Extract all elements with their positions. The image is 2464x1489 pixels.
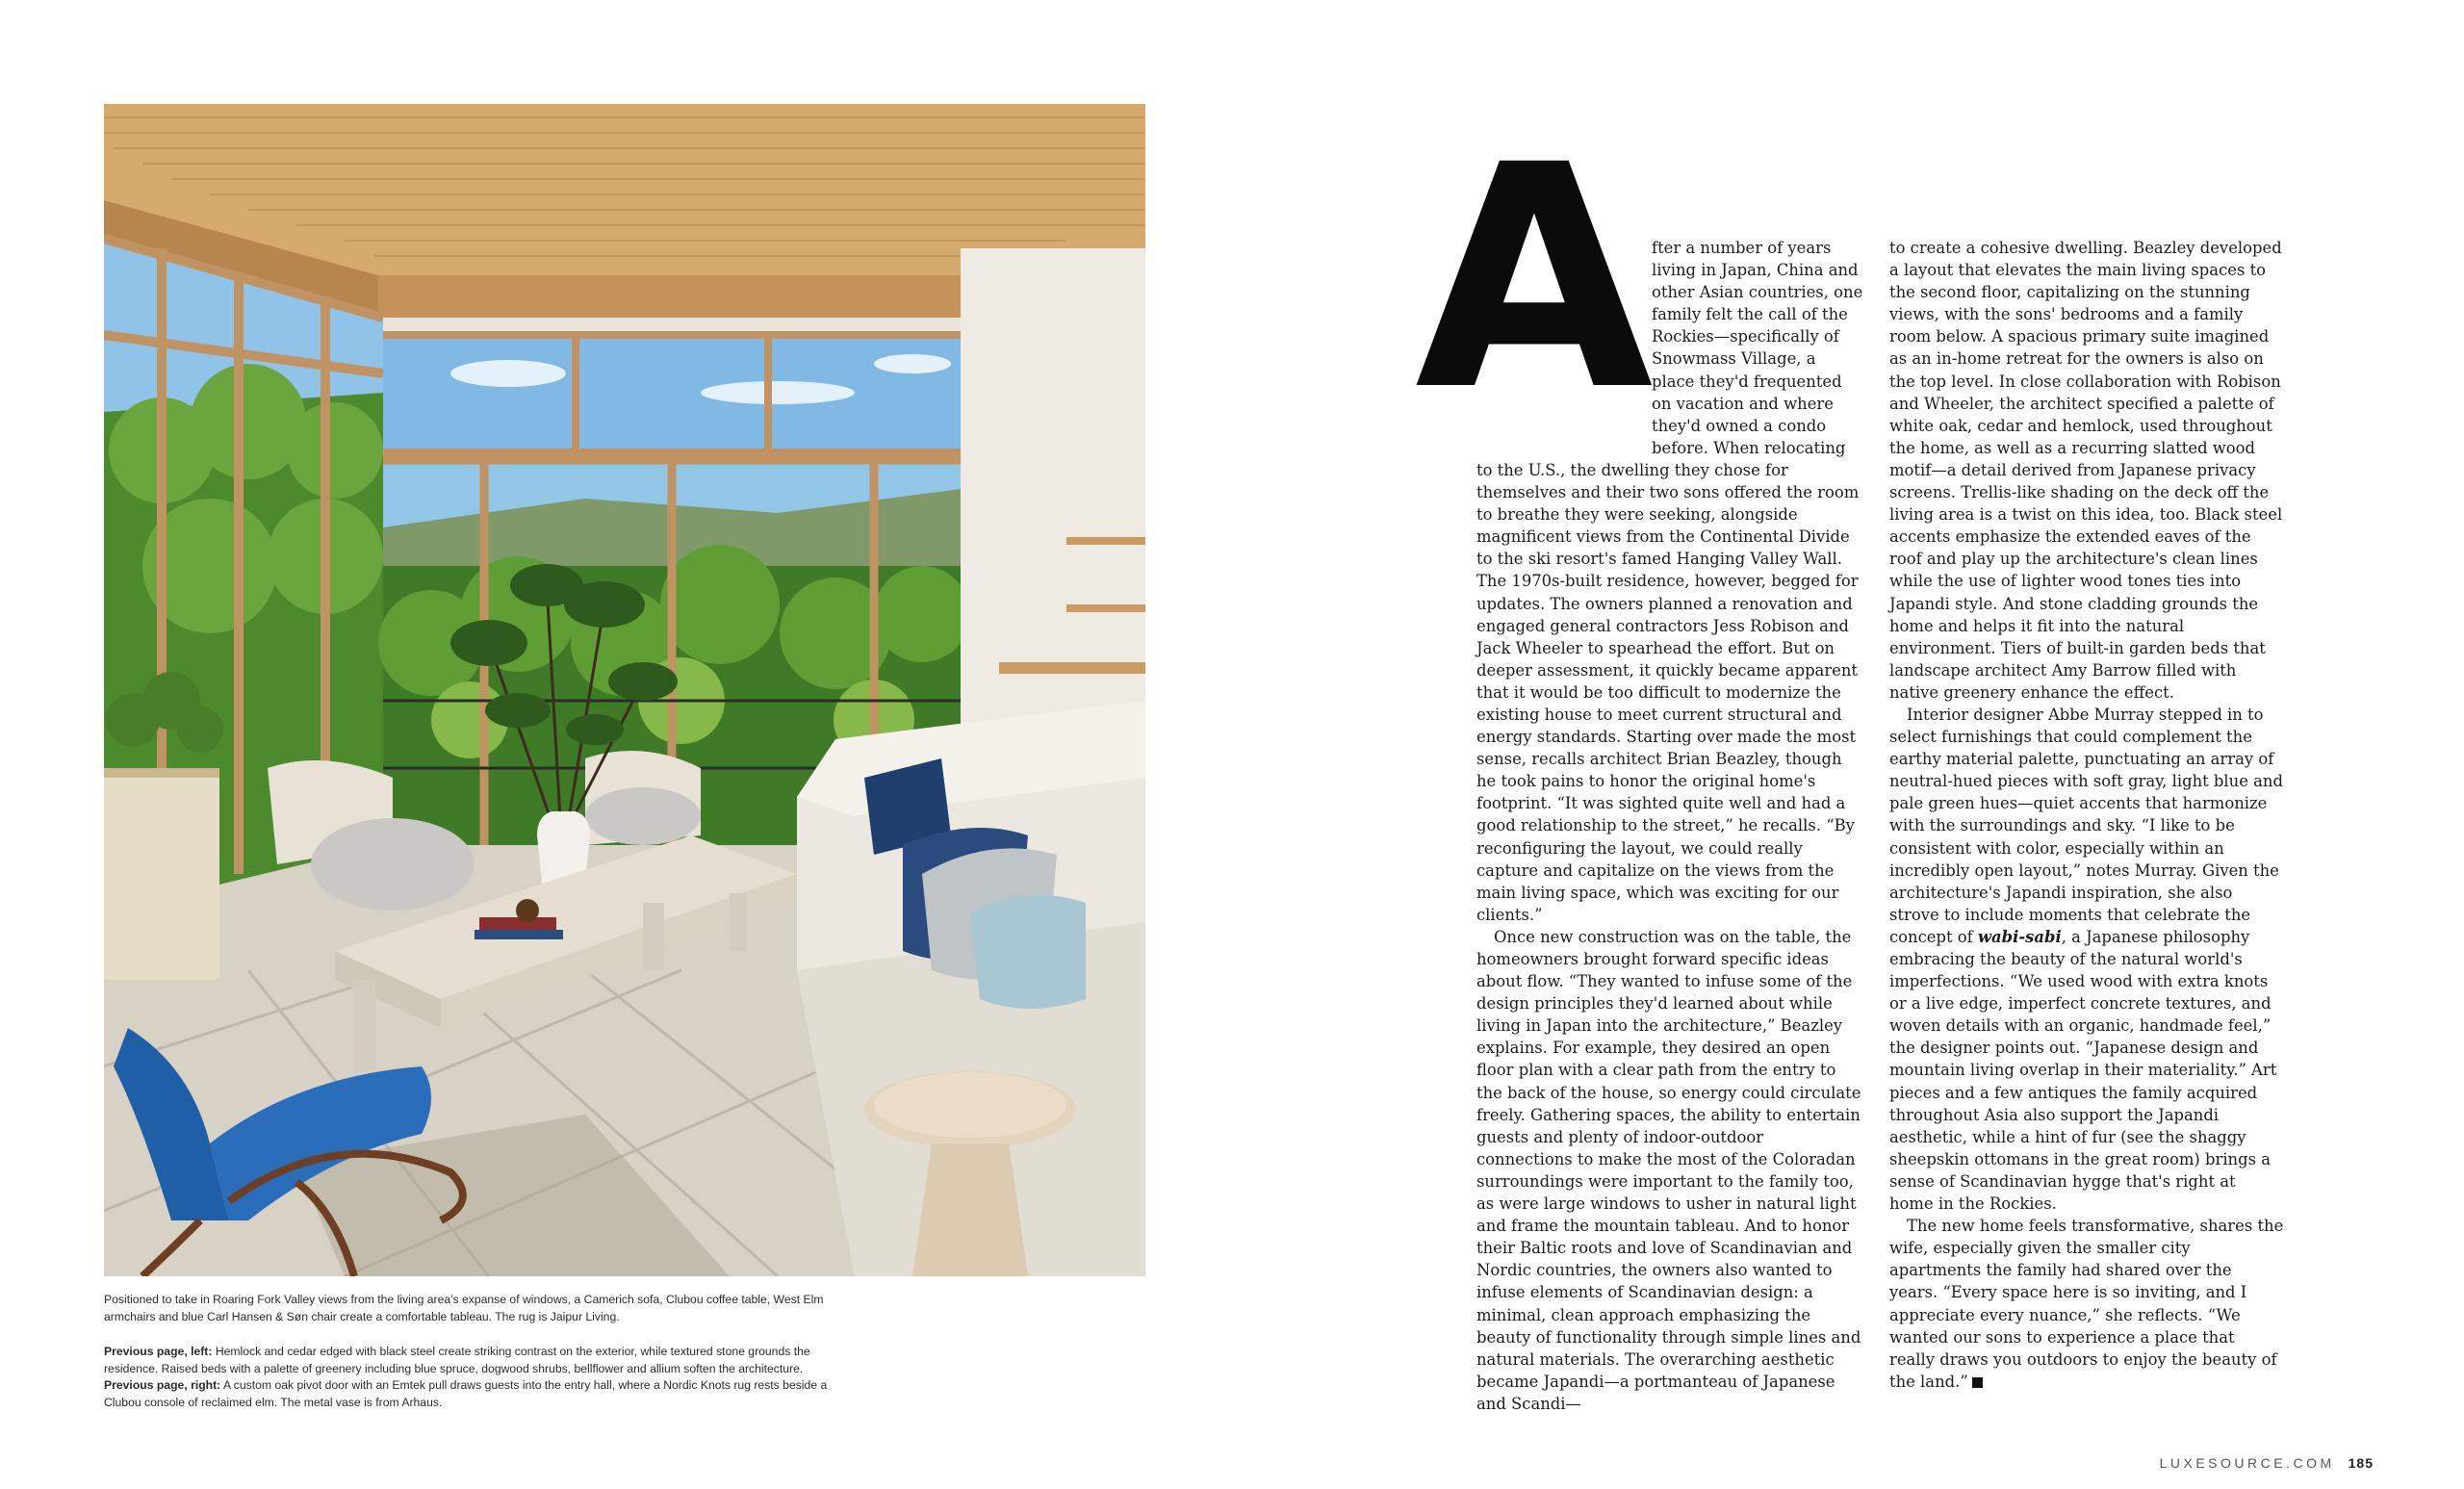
paragraph: to create a cohesive dwelling. Beazley developed a layout that elevates the main living spaces to the second floor, capitalizing on the stunning views, with the sons' bedrooms and a family room below. A spacious primary suite imagined as an in-home retreat for the owners is also on the top level. In close collaboration with Robison and Wheeler, the architect specified a palette of white oak, cedar and hemlock, used throughout the home, as well as a recurring slatted wood motif—a detail derived from Japanese privacy screens. Trellis-like shading on the deck off the living area is a twist on this idea, too. Black steel accents emphasize the extended eaves of the roof and play up the architecture's clean lines while the use of lighter wood tones ties into Japandi style. And stone cladding grounds the home and helps it fit into the natural environment. Tiers of built-in garden beds that landscape architect Amy Barrow filled with native greenery enhance the effect. xyxy=(1889,239,2283,702)
prev-left-label: Previous page, left: xyxy=(104,1345,213,1358)
dropcap-wrap-spacer xyxy=(1476,237,1652,437)
page-number: 185 xyxy=(2348,1455,2374,1471)
paragraph: Once new construction was on the table, the homeowners brought forward specific ideas about flow. “They wanted to infuse some of the design principles they'd learned about while living in Japan into the architecture,” Beazley explains. For example, they desired an open floor plan with a clear path from the entry to the back of the house, so energy could circulate freely. Gathering spaces, the ability to entertain guests and plenty of indoor-outdoor connections to make the most of the Coloradan surroundings were important to the family too, as were large windows to usher in natural light and frame the mountain tableau. And to honor their Baltic roots and love of Scandinavian and Nordic countries, the owners also wanted to infuse elements of Scandinavian design: a minimal, clean approach emphasizing the beauty of functionality through simple lines and natural materials. The overarching aesthetic became Japandi—a portmanteau of Japanese and Scandi— xyxy=(1476,927,1861,1413)
folio xyxy=(2160,1455,2374,1471)
paragraph-text: , a Japanese philosophy embracing the beauty of the natural world's imperfections. “We used wood with extra knots or a live edge, imperfect concrete textures, and woven details with an organic, handmade feel,” the designer points out. “Japanese design and mountain living overlap in their materiality.” Art pieces and a few antiques the family acquired throughout Asia also support the Japandi aesthetic, while a hint of fur (see the shaggy sheepskin ottomans in the great room) brings a sense of Scandinavian hygge that's right at home in the Rockies. xyxy=(1889,927,2277,1214)
paragraph-closing xyxy=(1889,1215,2284,1393)
folio-site: LUXESOURCE.COM xyxy=(2159,1455,2335,1471)
article-column-2 xyxy=(1889,237,2284,1393)
emphasized-term: wabi-sabi xyxy=(1977,927,2062,946)
living-room-photo xyxy=(104,104,1145,1276)
paragraph-opening: fter a number of years living in Japan, China and other Asian countries, one family felt the call of the Rockies—specifically of Snowmass Village, a place they'd frequented on vacation and where they'd owned a condo before. When relocating to the U.S., the dwelling they chose for themselves and their two sons offered the room to breathe they were seeking, alongside magnificent views from the Continental Divide to the ski resort's famed Hanging Valley Wall. The 1970s-built residence, however, begged for updates. The owners planned a renovation and engaged general contractors Jess Robison and Jack Wheeler to spearhead the effort. But on deeper assessment, it quickly became apparent that it would be too difficult to modernize the existing house to meet current structural and energy standards. Starting over made the most sense, recalls architect Brian Beazley, though he took pains to honor the original home's footprint. “It was sighted quite well and had a good relationship to the street,” he recalls. “By reconfiguring the layout, we could really capture and capitalize on the views from the main living space, which was exciting for our clients.” xyxy=(1476,239,1863,924)
right-page xyxy=(1232,0,2464,1489)
previous-page-captions xyxy=(104,1344,835,1411)
caption-text: Positioned to take in Roaring Fork Valley views from the living area's expanse of windows, a Camerich sofa, Clubou coffee table, West Elm armchairs and blue Carl Hansen & Søn chair create a comfortable tableau. The rug is Jaipur Living. xyxy=(104,1293,824,1323)
paragraph-text: The new home feels transformative, shares the wife, especially given the smaller city apartments the family had shared over the years. “Every space here is so inviting, and I appreciate every nuance,” she reflects. “We wanted our sons to experience a place that really draws you outdoors to enjoy the beauty of the land.” xyxy=(1889,1217,2284,1391)
prev-left-caption: Hemlock and cedar edged with black steel create striking contrast on the exterior, while textured stone grounds the residence. Raised beds with a palette of greenery including blue spruce, dogwood shrubs, bellflower and allium soften the architecture. xyxy=(104,1345,810,1375)
paragraph xyxy=(1889,704,2284,1215)
paragraph-text: Interior designer Abbe Murray stepped in to select furnishings that could complement the earthy material palette, punctuating an array of neutral-hued pieces with soft gray, light blue and pale green hues—quiet accents that harmonize with the surroundings and sky. “I like to be consistent with color, especially within an incredibly open layout,” notes Murray. Given the architecture's Japandi inspiration, she also strove to include moments that celebrate the concept of xyxy=(1889,705,2283,946)
drop-cap: A xyxy=(1415,100,1648,458)
article-column-1 xyxy=(1476,237,1863,1415)
prev-right-caption: A custom oak pivot door with an Emtek pull draws guests into the entry hall, where a Nordic Knots rug rests beside a Clubou console of reclaimed elm. The metal vase is from Arhaus. xyxy=(104,1378,828,1409)
living-room-illustration xyxy=(104,104,1145,1276)
photo-caption xyxy=(104,1292,835,1325)
prev-right-label: Previous page, right: xyxy=(104,1378,221,1393)
end-mark-icon xyxy=(1972,1377,1983,1388)
